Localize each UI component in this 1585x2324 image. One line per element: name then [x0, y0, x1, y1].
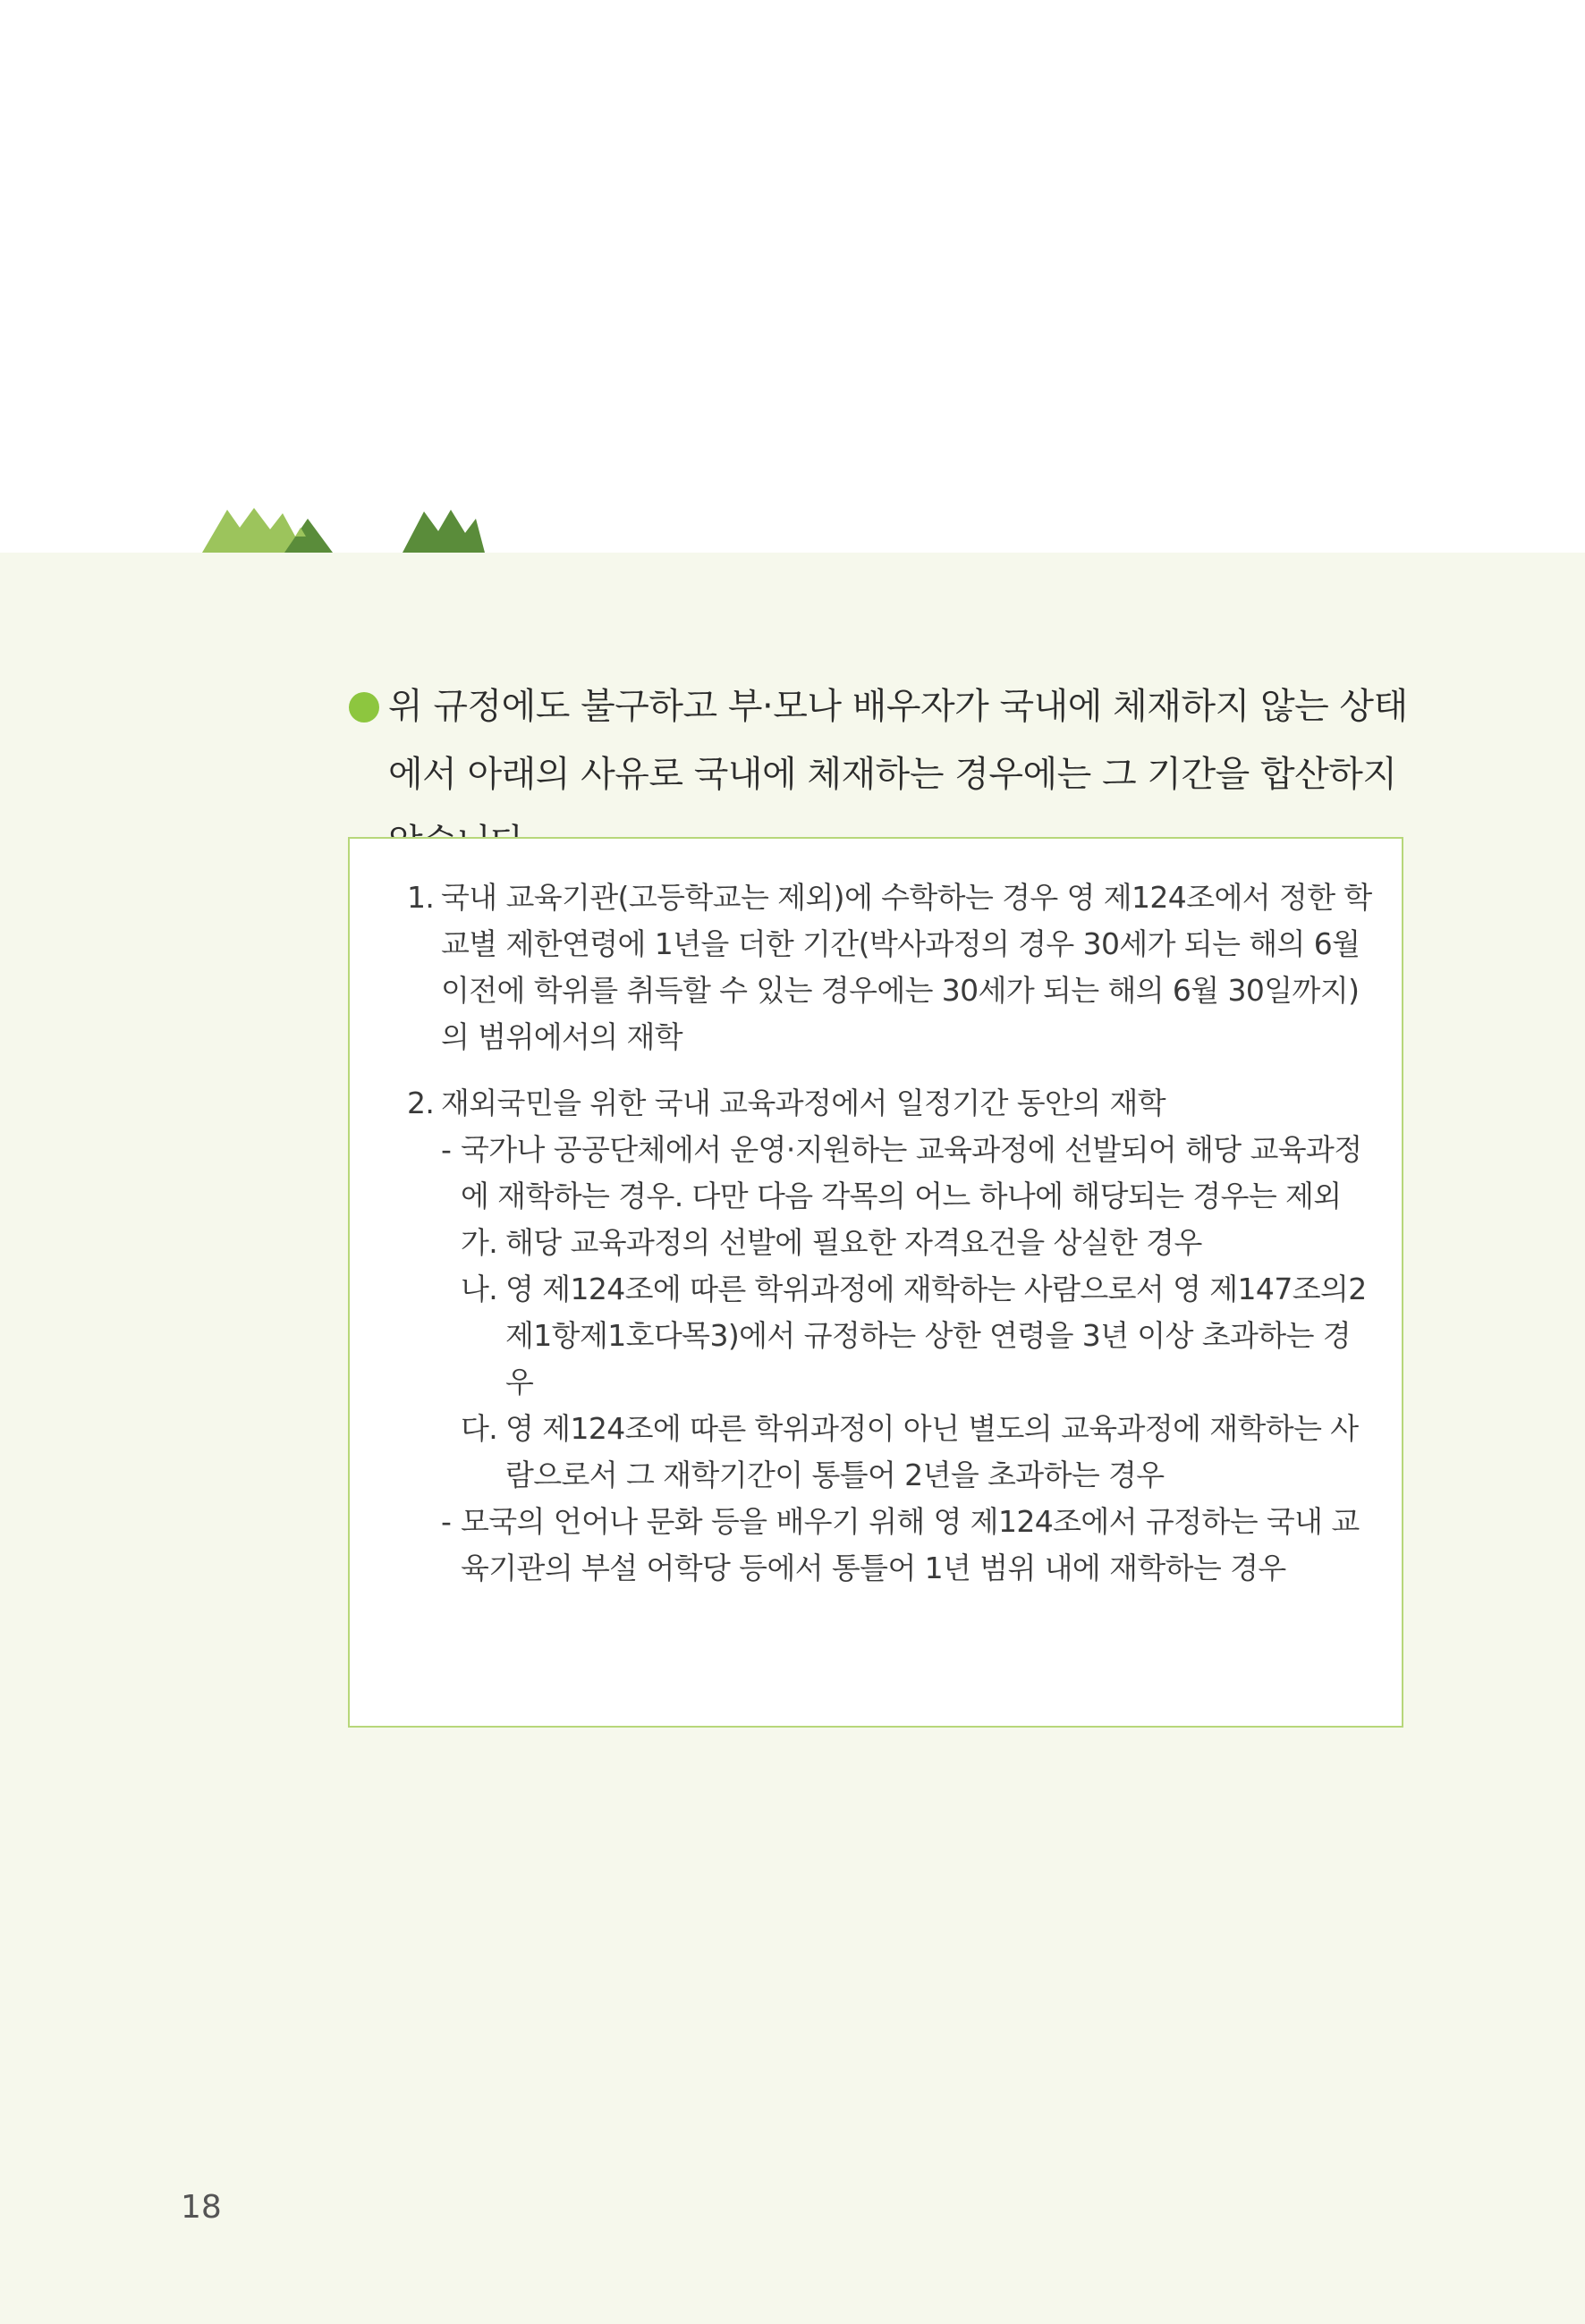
mountain-group-left	[202, 508, 333, 553]
sub-item-na	[461, 1266, 1373, 1406]
dash-item-2	[441, 1499, 1373, 1592]
sub-item-da-text: 영 제124조에 따른 학위과정이 아닌 별도의 교육과정에 재학하는 사람으로서 그 재학기간이 통틀어 2년을 초과하는 경우	[505, 1411, 1359, 1492]
sub-item-ga-mark: 가.	[461, 1225, 498, 1260]
info-box	[348, 837, 1403, 1728]
page-number: 18	[181, 2189, 222, 2226]
sub-item-na-mark: 나.	[461, 1272, 498, 1306]
mountain-group-right	[403, 510, 485, 553]
sub-item-ga-text: 해당 교육과정의 선발에 필요한 자격요건을 상실한 경우	[505, 1225, 1202, 1260]
dash-item-2-mark: -	[441, 1504, 452, 1539]
lead-text: 위 규정에도 불구하고 부·모나 배우자가 국내에 체재하지 않는 상태에서 아래의 사유로 국내에 체재하는 경우에는 그 기간을 합산하지	[388, 686, 1408, 795]
sub-item-da	[461, 1406, 1373, 1499]
dash-item-1-mark: -	[441, 1132, 452, 1167]
sub-item-na-text: 영 제124조에 따른 학위과정에 재학하는 사람으로서 영 제147조의2제1항제1호다목3)에서 규정하는 상한 연령을 3년 이상 초과하는 경우	[505, 1272, 1367, 1399]
bullet-dot-icon	[349, 692, 379, 723]
dash-item-1	[441, 1127, 1373, 1220]
list-item-1-number: 1.	[407, 880, 435, 915]
dash-item-1-text: 국가나 공공단체에서 운영·지원하는 교육과정에 선발되어 해당 교육과정에 재학하는 경우. 다만 다음 각목의 어느 하나에 해당되는 경우는 제외	[461, 1132, 1362, 1213]
sub-item-da-mark: 다.	[461, 1411, 498, 1446]
list-item-2-number: 2.	[407, 1086, 435, 1120]
sub-item-ga	[461, 1220, 1373, 1266]
list-item-2	[407, 1080, 1373, 1127]
mountains-decoration	[0, 501, 1585, 554]
list-item-1	[407, 875, 1373, 1061]
list-item-1-text: 국내 교육기관(고등학교는 제외)에 수학하는 경우 영 제124조에서 정한 학교별 제한연령에 1년을 더한 기간(박사과정의 경우 30세가 되는 해의 6월 이전에 학위를 취득할 수 있는 경우에는 30세가 되는 해의 6월 30일까지)의 범위에서의 재학	[441, 880, 1372, 1054]
info-box-content	[407, 875, 1373, 1592]
list-item-2-text: 재외국민을 위한 국내 교육과정에서 일정기간 동안의 재학	[441, 1086, 1166, 1120]
dash-item-2-text: 모국의 언어나 문화 등을 배우기 위해 영 제124조에서 규정하는 국내 교육기관의 부설 어학당 등에서 통틀어 1년 범위 내에 재학하는 경우	[461, 1504, 1360, 1585]
